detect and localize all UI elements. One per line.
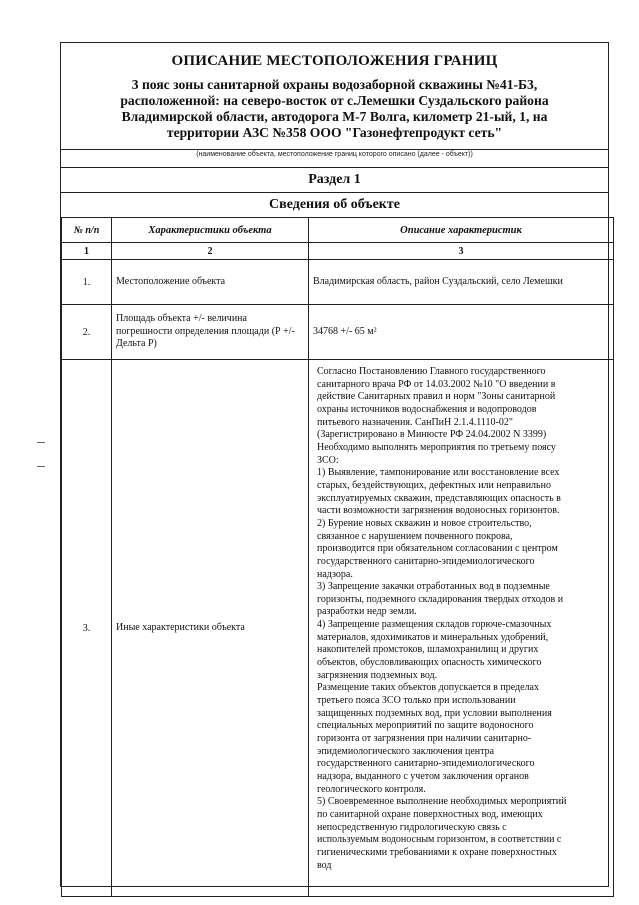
object-name [81, 77, 588, 141]
margin-mark [37, 442, 45, 443]
caption-divider [61, 149, 608, 150]
column-numbering-row [62, 243, 614, 260]
row-description: Владимирская область, район Суздальский, село Лемешки [309, 260, 614, 305]
column-number: 2 [112, 243, 309, 260]
table-row [62, 305, 614, 360]
column-number: 1 [62, 243, 112, 260]
section-subtitle: Сведения об объекте [61, 192, 608, 217]
column-header-characteristic: Характеристики объекта [112, 218, 309, 243]
document-title: ОПИСАНИЕ МЕСТОПОЛОЖЕНИЯ ГРАНИЦ [171, 53, 498, 69]
row-number: 2. [62, 305, 112, 360]
row-characteristic: Местоположение объекта [112, 260, 309, 305]
margin-mark [37, 466, 45, 467]
object-name-line: территории АЗС №358 ООО "Газонефтепродукт сеть" [166, 125, 503, 140]
section-title: Раздел 1 [61, 167, 608, 192]
object-name-line: Владимирской области, автодорога М-7 Волга, километр 21-ый, 1, на [121, 109, 548, 124]
document-header [61, 43, 608, 160]
row-number: 1. [62, 260, 112, 305]
row-description: Согласно Постановлению Главного государственного санитарного врача РФ от 14.03.2002 №10 "О введении в действие Санитарных правил и норм "Зоны санитарной охраны источников водоснабжения и водопроводов питьевого назначения. СанПиН 2.1.4.1110-02" (Зарегистрировано в Минюсте РФ 24.04.2002 N 3399) Необходимо выполнять мероприятия по третьему поясу ЗСО: 1) Выявление, тампонирование или восстановление всех старых, бездействующих, дефектных или неправильно эксплуатируемых скважин, представляющих опасность в части возможности загрязнения водоносных горизонтов. 2) Бурение новых скважин и новое строительство, связанное с нарушением почвенного покрова, производится при обязательном согласовании с центром государственного санитарно-эпидемиологического надзора. 3) Запрещение закачки отработанных вод в подземные горизонты, подземного складирования твердых отходов и разработки недр земли. 4) Запрещение размещения складов горюче-смазочных материалов, ядохимикатов и минеральных удобрений, накопителей промстоков, шламохранилищ и других объектов, обусловливающих опасность химического загрязнения подземных вод. Размещение таких объектов допускается в пределах третьего пояса ЗСО только при использовании защищенных подземных вод, при условии выполнения специальных мероприятий по защите водоносного горизонта от загрязнения при наличии санитарно- эпидемиологического заключения центра государственного санитарно-эпидемиологического надзора, выданного с учетом заключения органов геологического контроля. 5) Своевременное выполнение необходимых мероприятий по санитарной охране поверхностных вод, имеющих непосредственную гидрологическую связь с используемым водоносным горизонтом, в соответствии с гигиеническими требованиями к охране поверхностных вод [309, 360, 614, 897]
document-frame [60, 42, 609, 887]
row-number: 3. [62, 360, 112, 897]
object-name-line: 3 пояс зоны санитарной охраны водозаборной скважины №41-Б3, [131, 77, 538, 92]
table-row [62, 260, 614, 305]
row-characteristic: Иные характеристики объекта [112, 360, 309, 897]
object-info-table [61, 217, 614, 897]
row-description: 34768 +/- 65 м² [309, 305, 614, 360]
object-caption: (наименование объекта, местоположение границ которого описано (далее - объект)) [196, 151, 473, 158]
column-header-number: № п/п [62, 218, 112, 243]
table-header-row [62, 218, 614, 243]
object-name-line: расположенной: на северо-восток от с.Лемешки Суздальского района [120, 93, 549, 108]
column-number: 3 [309, 243, 614, 260]
row-characteristic: Площадь объекта +/- величина погрешности определения площади (Р +/- Дельта Р) [112, 305, 309, 360]
column-header-description: Описание характеристик [309, 218, 614, 243]
table-row [62, 360, 614, 897]
